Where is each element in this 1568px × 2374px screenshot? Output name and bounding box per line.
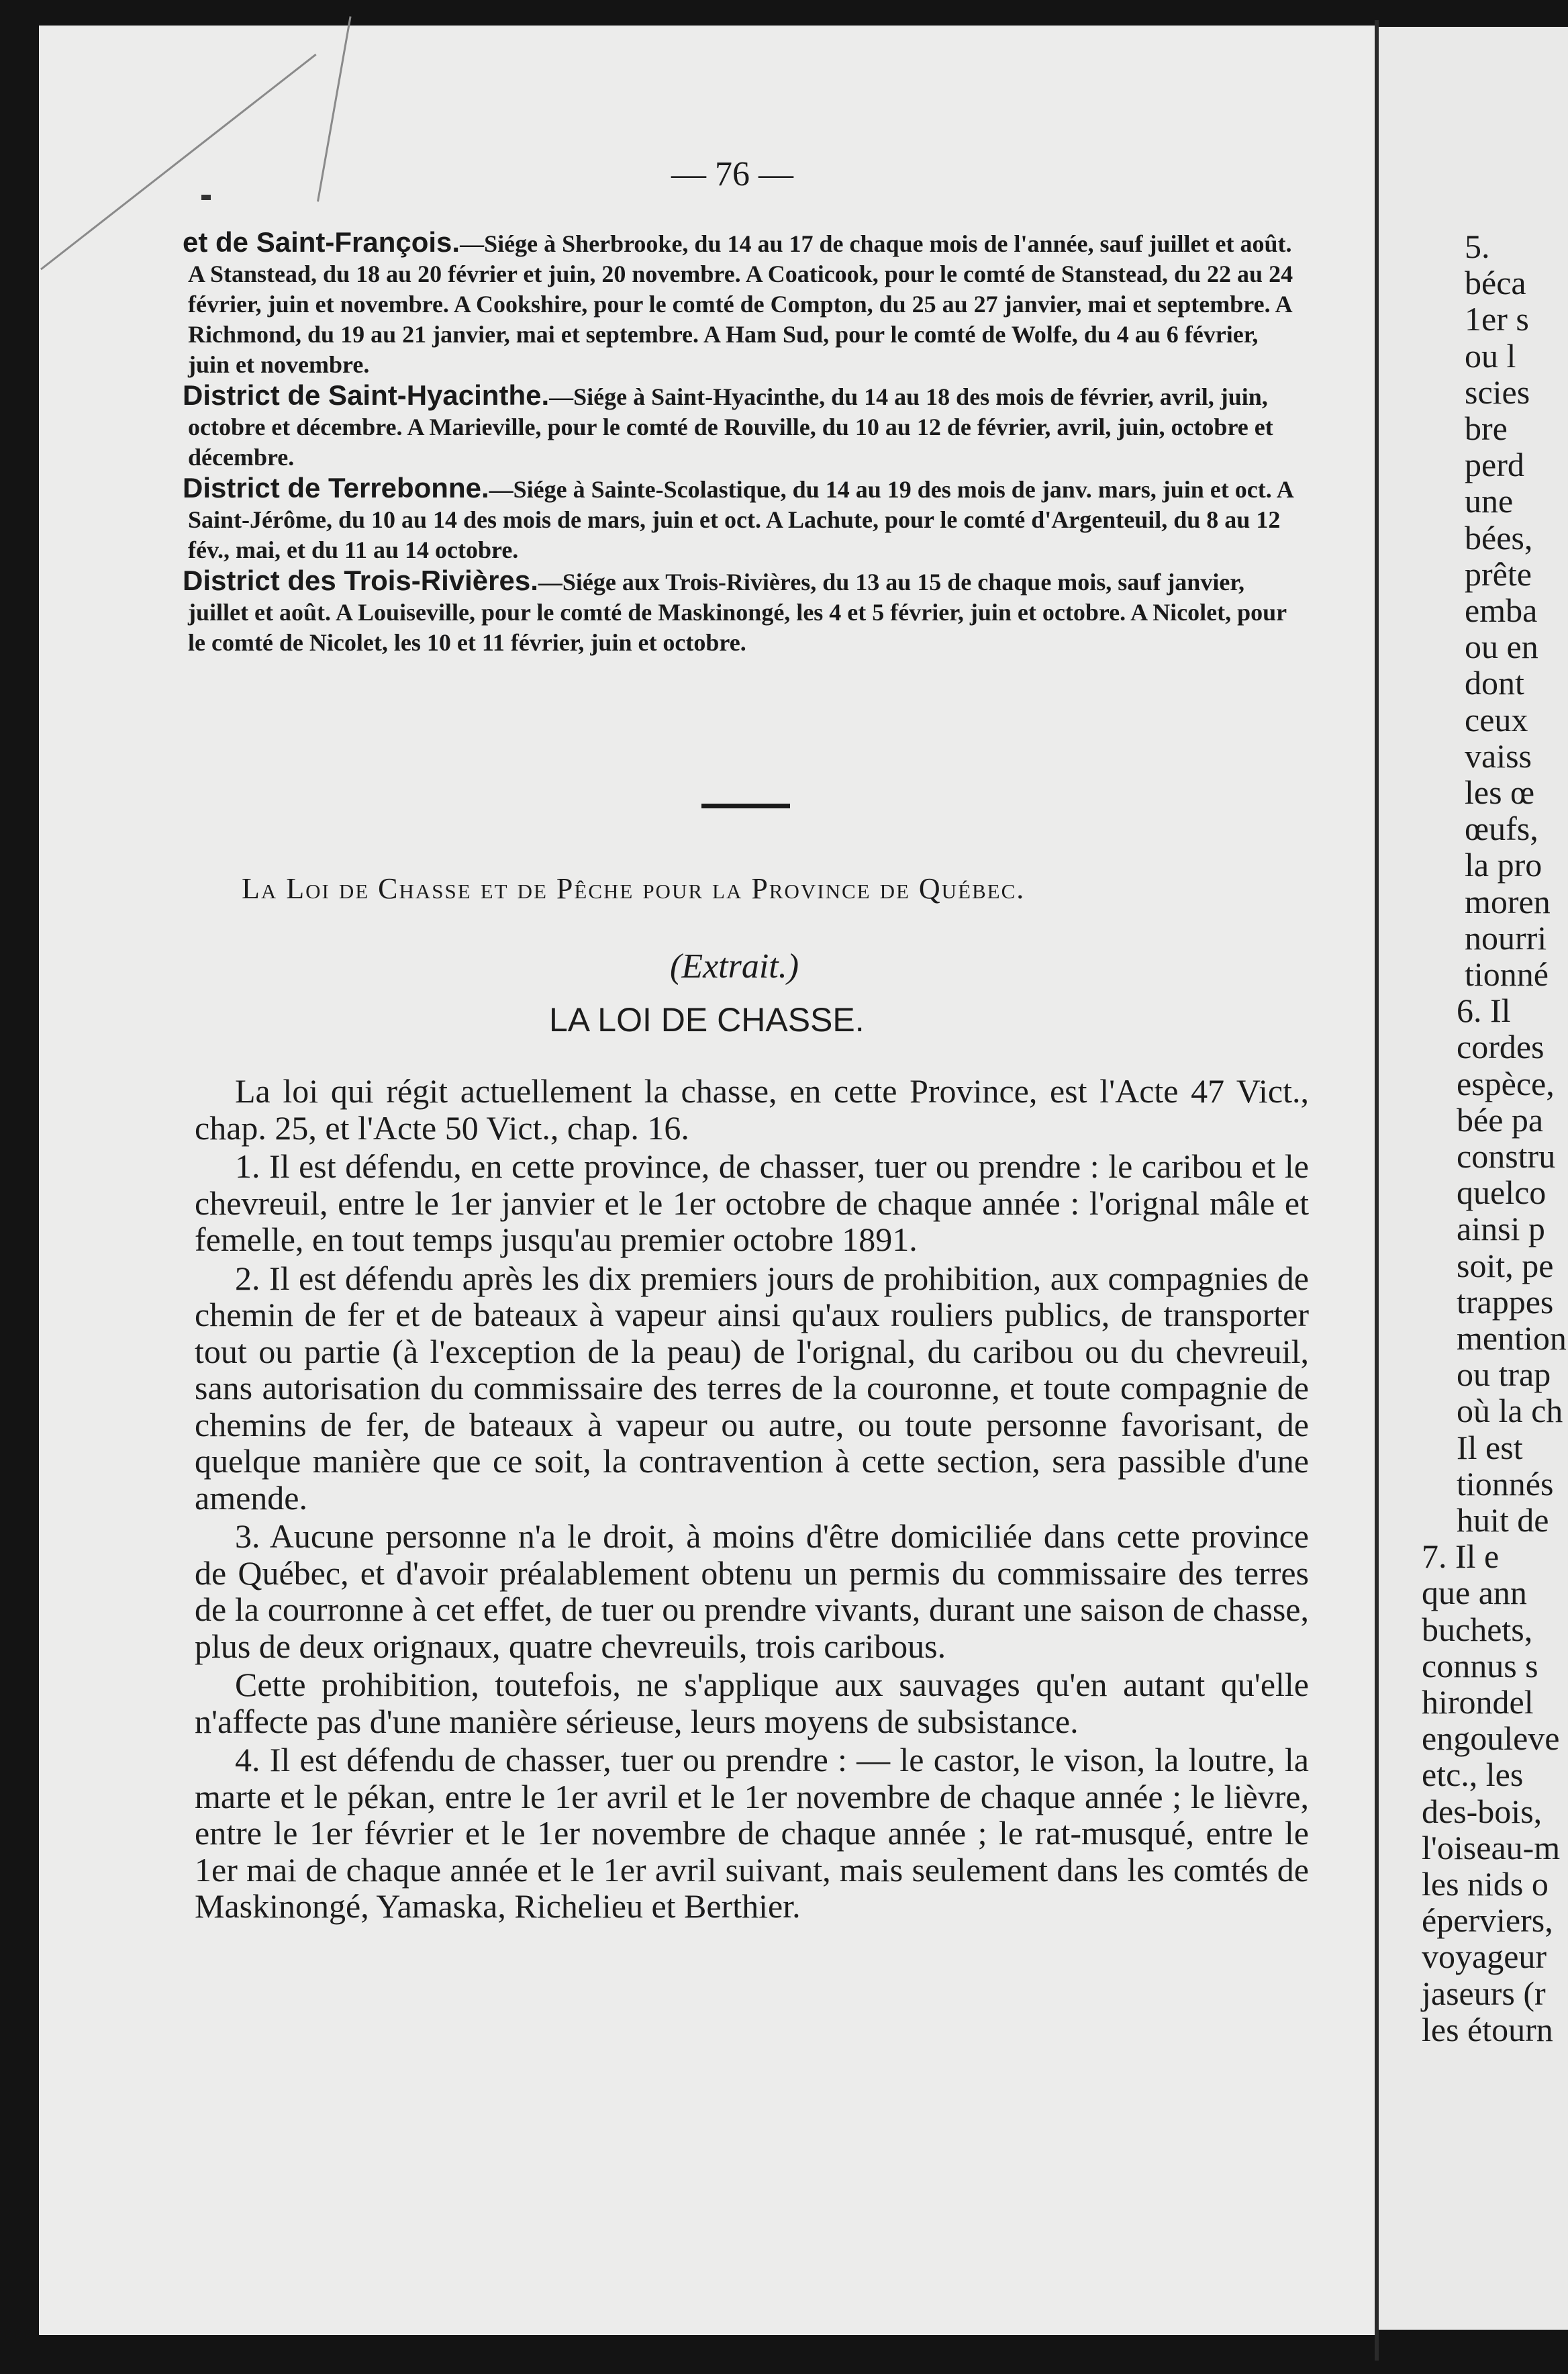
right-column-line: etc., les (1422, 1756, 1524, 1794)
right-column-line: ou en (1465, 628, 1538, 666)
court-districts-list (183, 227, 1297, 658)
right-column-line: huit de (1457, 1501, 1549, 1539)
right-column-line: 6. Il (1457, 992, 1511, 1030)
law-paragraph: La loi qui régit actuellement la chasse, en cette Province, est l'Acte 47 Vict., chap. 25, et l'Acte 50 Vict., chap. 16. (195, 1072, 1309, 1147)
district-entry (183, 473, 1297, 565)
ink-mark (201, 195, 211, 200)
right-column-line: perd (1465, 446, 1524, 484)
district-name: District de Terrebonne. (183, 472, 489, 504)
right-column-line: l'oiseau-m (1422, 1828, 1561, 1866)
district-name: District de Saint-Hyacinthe. (183, 379, 550, 411)
right-column-line: ou l (1465, 336, 1516, 375)
right-column-line: ceux (1465, 700, 1528, 739)
right-column-line: trappes (1457, 1282, 1554, 1321)
extract-label: (Extrait.) (670, 947, 799, 986)
right-column-line: engouleve (1422, 1719, 1560, 1758)
section-divider (701, 804, 790, 808)
right-column-line: les œ (1465, 773, 1535, 811)
right-column-line: 1er s (1465, 300, 1529, 338)
law-paragraph: 2. Il est défendu après les dix premiers jours de prohibition, aux compagnies de chemin de fer et de bateaux à vapeur ainsi qu'aux rouliers publics, de transporter tout ou partie (à l'exception de la peau) de l'orignal, du caribou ou du chevreuil, sans autorisation du commissaire des terres de la couronne, et toute compagnie de chemins de fer, de bateaux à vapeur ou autre, ou toute personne favorisant, de quelque manière que ce soit, la contravention à cette section, sera passible d'une amende. (195, 1259, 1309, 1517)
district-name: et de Saint-François. (183, 226, 460, 258)
right-column-line: des-bois, (1422, 1792, 1542, 1830)
right-column-line: quelco (1457, 1174, 1547, 1212)
right-column-line: connus s (1422, 1646, 1538, 1684)
law-paragraph: 4. Il est défendu de chasser, tuer ou prendre : — le castor, le vison, la loutre, la marte et le pékan, entre le 1er avril et le 1er novembre de chaque année ; le lièvre, entre le 1er février et le 1er novembre de chaque année ; le rat-musqué, entre le 1er mai de chaque année et le 1er avril suivant, mais seulement dans les comtés de Maskinongé, Yamaska, Richelieu et Berthier. (195, 1741, 1309, 1925)
right-column-line: béca (1465, 264, 1526, 302)
right-column-line: bée pa (1457, 1100, 1544, 1139)
right-column-line: constru (1457, 1137, 1556, 1175)
district-text: —Siége aux Trois-Rivières, du 13 au 15 de chaque mois, sauf janvier, juillet et août. A Louiseville, pour le comté de Maskinongé, les 4 et 5 février, juin et octobre. A Nicolet, pour le comté de Nicolet, les 10 et 11 février, juin et octobre. (188, 569, 1287, 656)
right-column-line: emba (1465, 591, 1538, 629)
right-column-line: soit, pe (1457, 1246, 1554, 1284)
right-column-line: voyageur (1422, 1938, 1547, 1976)
law-paragraph: Cette prohibition, toutefois, ne s'applique aux sauvages qu'en autant qu'elle n'affecte pas d'une manière sérieuse, leurs moyens de subsistance. (195, 1666, 1309, 1740)
right-column-line: moren (1465, 882, 1551, 920)
section-heading: La Loi de Chasse et de Pêche pour la Province de Québec. (242, 872, 1026, 905)
district-entry (183, 380, 1297, 473)
right-column-line: dont (1465, 664, 1524, 702)
right-column-line: où la ch (1457, 1392, 1563, 1430)
right-column-line: 5. (1465, 228, 1490, 265)
right-column-line: bre (1465, 410, 1508, 447)
right-column-line: les nids o (1422, 1865, 1549, 1903)
right-column-line: tionné (1465, 955, 1549, 993)
right-column-line: mention (1457, 1319, 1567, 1357)
right-column-line: les étourn (1422, 2010, 1553, 2048)
law-paragraph: 3. Aucune personne n'a le droit, à moins d'être domiciliée dans cette province de Québec, et d'avoir préalablement obtenu un permis du commissaire des terres de la courronne à cet effet, de tuer ou prendre vivants, durant une saison de chasse, plus de deux orignaux, quatre chevreuils, trois caribous. (195, 1517, 1309, 1665)
law-text-body (195, 1073, 1309, 1927)
district-entry (183, 227, 1297, 380)
right-column-line: cordes (1457, 1028, 1545, 1066)
district-text: —Siége à Sainte-Scolastique, du 14 au 19 des mois de janv. mars, juin et oct. A Saint-Jérôme, du 10 au 14 des mois de mars, juin et oct. A Lachute, pour le comté d'Argenteuil, du 8 au 12 fév., mai, et du 11 au 14 octobre. (188, 476, 1293, 563)
right-column-line: tionnés (1457, 1464, 1554, 1503)
district-entry (183, 565, 1297, 658)
right-column-line: nourri (1465, 918, 1547, 957)
page-number: — 76 — (671, 155, 793, 193)
right-column-line: bées, (1465, 518, 1533, 557)
right-column-line: ou trap (1457, 1356, 1551, 1394)
right-column-line: vaiss (1465, 737, 1532, 775)
right-column-line: éperviers, (1422, 1901, 1553, 1940)
district-text: —Siége à Saint-Hyacinthe, du 14 au 18 des mois de février, avril, juin, octobre et décembre. A Marieville, pour le comté de Rouville, du 10 au 12 de février, avril, juin, octobre et décembre. (188, 383, 1273, 471)
right-column-line: buchets, (1422, 1610, 1533, 1648)
right-column-line: que ann (1422, 1574, 1527, 1612)
right-column-line: ainsi p (1457, 1210, 1545, 1248)
district-text: —Siége à Sherbrooke, du 14 au 17 de chaque mois de l'année, sauf juillet et août. A Stanstead, du 18 au 20 février et juin, 20 novembre. A Coaticook, pour le comté de Stanstead, du 22 au 24 février, juin et novembre. A Cookshire, pour le comté de Compton, du 25 au 27 janvier, mai et septembre. A Richmond, du 19 au 21 janvier, mai et septembre. A Ham Sud, pour le comté de Wolfe, du 4 au 6 février, juin et novembre. (188, 230, 1293, 378)
right-column-line: Il est (1457, 1428, 1523, 1466)
right-column-line: scies (1465, 373, 1530, 411)
right-column-line: prête (1465, 555, 1532, 593)
right-column-line: jaseurs (r (1422, 1974, 1546, 2012)
right-column-line: espèce, (1457, 1064, 1555, 1102)
district-name: District des Trois-Rivières. (183, 565, 538, 596)
right-column-line: la pro (1465, 846, 1542, 884)
right-column-line: hirondel (1422, 1683, 1534, 1721)
section-subtitle: LA LOI DE CHASSE. (549, 1001, 865, 1039)
right-column-line: 7. Il e (1422, 1537, 1500, 1576)
right-column-line: une (1465, 482, 1514, 520)
right-column-line: œufs, (1465, 810, 1538, 848)
law-paragraph: 1. Il est défendu, en cette province, de chasser, tuer ou prendre : le caribou et le chevreuil, entre le 1er janvier et le 1er octobre de chaque année : l'orignal mâle et femelle, en tout temps jusqu'au premier octobre 1891. (195, 1147, 1309, 1258)
